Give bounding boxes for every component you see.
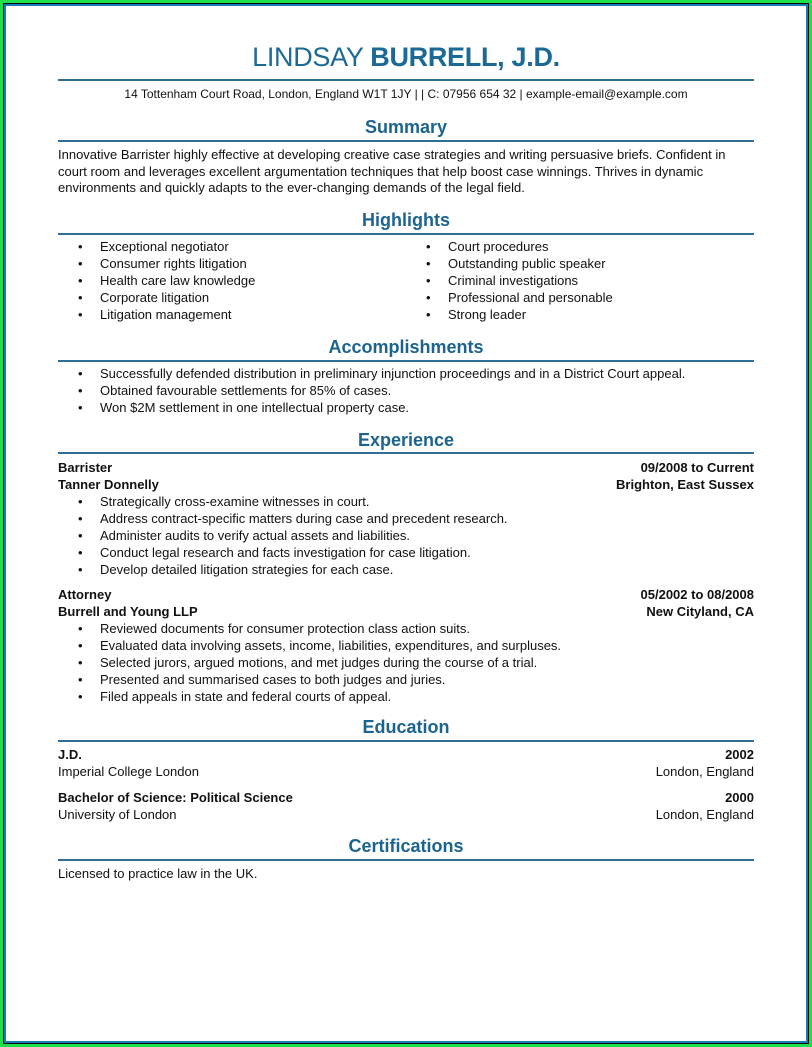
list-item [406, 255, 754, 272]
candidate-name: LINDSAY BURRELL, J.D. [252, 42, 560, 72]
bullet-icon: • [78, 307, 83, 322]
list-item [58, 289, 406, 306]
bullet-icon: • [426, 239, 431, 254]
list-item [58, 637, 754, 654]
list-item-text: Develop detailed litigation strategies for each case. [100, 562, 394, 577]
list-item [58, 544, 754, 561]
divider [58, 859, 754, 861]
education-entry [58, 789, 754, 823]
company: Burrell and Young LLP [58, 604, 198, 619]
bullet-icon: • [78, 562, 83, 577]
year: 2002 [725, 747, 754, 762]
bullet-icon: • [78, 239, 83, 254]
list-item-text: Successfully defended distribution in preliminary injunction proceedings and in a District Court appeal. [100, 366, 686, 381]
bullet-icon: • [78, 545, 83, 560]
job-entry [58, 459, 754, 578]
list-item [58, 382, 754, 399]
section-title-education: Education [362, 717, 450, 737]
bullet-icon: • [78, 256, 83, 271]
bullet-icon: • [426, 290, 431, 305]
job-dates: 05/2002 to 08/2008 [640, 587, 754, 602]
job-title: Barrister [58, 460, 113, 475]
list-item [406, 306, 754, 323]
bullet-icon: • [78, 638, 83, 653]
job-dates: 09/2008 to Current [640, 460, 754, 475]
divider [58, 452, 754, 454]
section-title-experience: Experience [357, 430, 455, 450]
list-item [58, 272, 406, 289]
bullet-icon: • [78, 290, 83, 305]
company: Tanner Donnelly [58, 477, 159, 492]
bullet-icon: • [78, 689, 83, 704]
job-location: New Cityland, CA [646, 604, 754, 619]
bullet-icon: • [78, 400, 83, 415]
list-item-text: Won $2M settlement in one intellectual property case. [100, 400, 410, 415]
summary-text: Innovative Barrister highly effective at developing creative case strategies and writing persuasive briefs. Confident in court room and leverages excellent argumentation techniques that help boost case winnings. Thrives in dynamic environments and quickly adapts to the ever-changing demands of the legal field. [58, 147, 726, 195]
bullet-icon: • [78, 511, 83, 526]
degree: Bachelor of Science: Political Science [58, 790, 293, 805]
contact-info: 14 Tottenham Court Road, London, England W1T 1JY | | C: 07956 654 32 | example-email@example.com [124, 87, 688, 101]
list-item-text: Address contract-specific matters during case and precedent research. [100, 511, 508, 526]
highlights-list [58, 238, 754, 323]
list-item [406, 272, 754, 289]
list-item-text: Professional and personable [448, 290, 613, 305]
list-item-text: Exceptional negotiator [100, 239, 229, 254]
bullet-icon: • [78, 366, 83, 381]
list-item-text: Corporate litigation [100, 290, 210, 305]
section-title-highlights: Highlights [362, 210, 450, 230]
list-item [58, 510, 754, 527]
section-title-accomplishments: Accomplishments [328, 337, 484, 357]
list-item-text: Filed appeals in state and federal courts of appeal. [100, 689, 392, 704]
bullet-icon: • [78, 621, 83, 636]
accomplishments-list [58, 365, 754, 416]
list-item-text: Evaluated data involving assets, income, liabilities, expenditures, and surpluses. [100, 638, 562, 653]
list-item-text: Health care law knowledge [100, 273, 256, 288]
bullet-icon: • [78, 655, 83, 670]
divider [58, 360, 754, 362]
list-item-text: Presented and summarised cases to both judges and juries. [100, 672, 446, 687]
school-location: London, England [655, 807, 754, 822]
list-item-text: Criminal investigations [448, 273, 579, 288]
section-title-summary: Summary [364, 117, 448, 137]
list-item [58, 306, 406, 323]
list-item-text: Conduct legal research and facts investigation for case litigation. [100, 545, 471, 560]
list-item [58, 255, 406, 272]
divider [58, 140, 754, 142]
list-item-text: Selected jurors, argued motions, and met judges during the course of a trial. [100, 655, 538, 670]
bullet-icon: • [426, 256, 431, 271]
school: Imperial College London [58, 764, 199, 779]
list-item-text: Strategically cross-examine witnesses in court. [100, 494, 370, 509]
list-item [58, 527, 754, 544]
job-title: Attorney [58, 587, 112, 602]
list-item-text: Consumer rights litigation [100, 256, 247, 271]
list-item-text: Obtained favourable settlements for 85% of cases. [100, 383, 392, 398]
school: University of London [58, 807, 177, 822]
bullet-icon: • [78, 494, 83, 509]
divider [58, 740, 754, 742]
bullet-icon: • [426, 307, 431, 322]
bullet-icon: • [426, 273, 431, 288]
bullet-icon: • [78, 383, 83, 398]
list-item-text: Strong leader [448, 307, 527, 322]
job-location: Brighton, East Sussex [616, 477, 754, 492]
job-entry [58, 586, 754, 705]
divider [58, 79, 754, 81]
list-item-text: Litigation management [100, 307, 232, 322]
list-item [58, 671, 754, 688]
list-item [406, 289, 754, 306]
degree: J.D. [58, 747, 82, 762]
certification-text: Licensed to practice law in the UK. [58, 866, 258, 881]
year: 2000 [725, 790, 754, 805]
section-title-certifications: Certifications [348, 836, 464, 856]
list-item [58, 365, 754, 382]
list-item-text: Court procedures [448, 239, 549, 254]
list-item [58, 399, 754, 416]
list-item [58, 238, 406, 255]
list-item [58, 688, 754, 705]
list-item-text: Outstanding public speaker [448, 256, 606, 271]
list-item [58, 654, 754, 671]
bullet-icon: • [78, 672, 83, 687]
school-location: London, England [655, 764, 754, 779]
list-item [58, 620, 754, 637]
list-item [58, 561, 754, 578]
list-item-text: Reviewed documents for consumer protection class action suits. [100, 621, 470, 636]
education-entry [58, 746, 754, 780]
list-item-text: Administer audits to verify actual assets and liabilities. [100, 528, 410, 543]
list-item [406, 238, 754, 255]
bullet-icon: • [78, 273, 83, 288]
divider [58, 233, 754, 235]
list-item [58, 493, 754, 510]
bullet-icon: • [78, 528, 83, 543]
